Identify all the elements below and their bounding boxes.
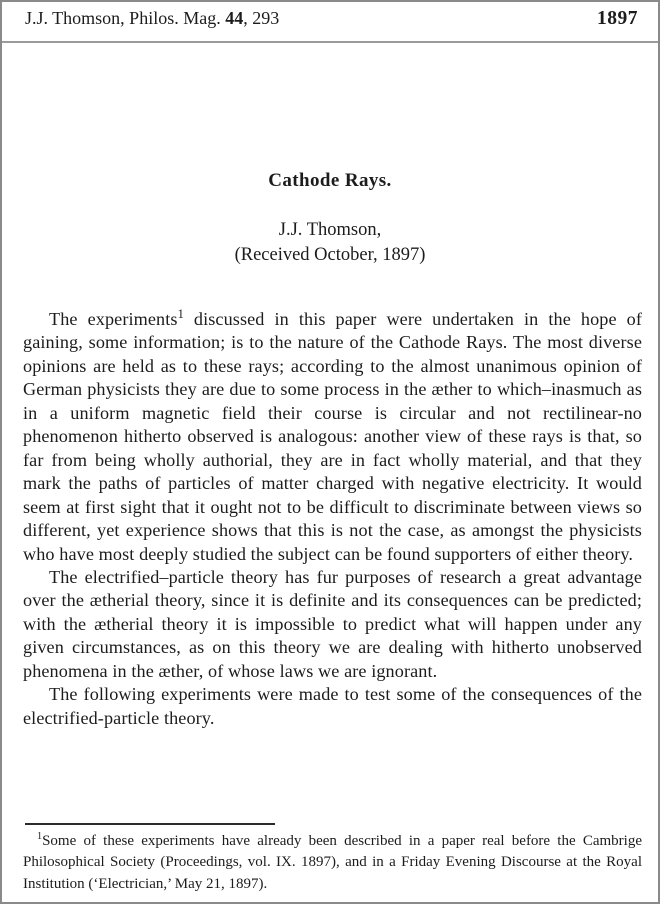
footnote-rule bbox=[25, 823, 275, 825]
header-year: 1897 bbox=[597, 8, 638, 29]
paragraph-1 bbox=[23, 308, 642, 566]
received-date: (Received October, 1897) bbox=[234, 245, 426, 265]
header-citation bbox=[25, 8, 279, 29]
running-header bbox=[25, 8, 638, 30]
paragraph-3: The following experiments were made to test some of the consequences of the electrified-particle theory. bbox=[23, 684, 642, 728]
paper-author: J.J. Thomson, bbox=[278, 220, 382, 240]
paragraph-1-lead: The experiments bbox=[49, 309, 178, 329]
footnote-marker-1: 1 bbox=[37, 830, 43, 842]
footnote-block bbox=[23, 823, 642, 896]
title-block bbox=[2, 170, 658, 266]
paragraph-1-rest: discussed in this paper were undertaken in the hope of gaining, some information; is to the nature of the Cathode Rays. The most diverse opinions are held as to these rays; according to the almost unanimous opinion of German physicists they are due to some process in the æther to which–inasmuch as in a uniform magnetic field their course is circular and not rectilinear-no phenomenon hitherto observed is analogous: another view of these rays is that, so far from being wholly authorial, they are in fact wholly material, and that they mark the paths of particles of matter charged with negative electricity. It would seem at first sight that it ought not to be difficult to discriminate between views so different, yet experience shows that this is not the case, as amongst the physicists who have most deeply studied the subject can be found supporters of either theory. bbox=[23, 309, 642, 564]
footnote-text bbox=[23, 831, 642, 896]
citation-volume: 44 bbox=[225, 8, 244, 28]
paragraph-2: The electrified–particle theory has fur purposes of research a great advantage over the ætherial theory, since it is definite and its consequences can be predicted; with the ætherial theory it is impossible to predict what will happen under any given circumstances, as on this theory we are dealing with hitherto unobserved phenomena in the æther, of whose laws we are ignorant. bbox=[23, 566, 642, 681]
header-rule bbox=[2, 41, 658, 43]
citation-prefix: J.J. Thomson, Philos. Mag. bbox=[25, 8, 226, 28]
footnote-reference-1: 1 bbox=[177, 306, 184, 321]
footnote-body: Some of these experiments have already been described in a paper real before the Cambrige Philosophical Society (Proceedings, vol. IX. 1897), and in a Friday Evening Discourse at the Royal Institution (‘Electrician,’ May 21, 1897). bbox=[23, 832, 642, 892]
paper-title: Cathode Rays. bbox=[268, 170, 392, 191]
citation-page-number: , 293 bbox=[243, 8, 280, 28]
body-text bbox=[23, 308, 642, 730]
